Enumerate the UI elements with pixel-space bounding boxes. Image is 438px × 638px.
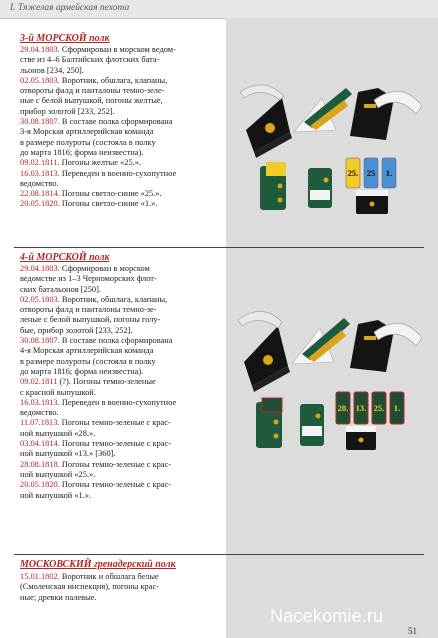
entry-date: 16.03.1813. [20, 397, 60, 407]
strap-number: 25. [373, 403, 385, 413]
history-entry [20, 76, 226, 117]
history-entry [20, 45, 226, 76]
shako-icon [238, 311, 290, 392]
history-entry [20, 169, 226, 190]
watermark: Nacekomie.ru [270, 606, 384, 626]
shoulder-strap-icon [336, 392, 350, 424]
entry-date: 02.05.1803. [20, 294, 60, 304]
entry-date: 29.04.1803. [20, 45, 60, 54]
strap-number: 25 [366, 168, 376, 178]
history-entry [20, 264, 226, 295]
page-header [0, 0, 438, 19]
strap-number: 1. [385, 168, 393, 178]
entry-text: Погоны светло-синие «1.». [59, 199, 158, 209]
history-entry [20, 189, 226, 199]
page-number: 51 [408, 626, 417, 636]
entry-date: 03.04.1814. [20, 439, 60, 449]
history-entry [20, 418, 226, 439]
history-entry [20, 480, 226, 501]
history-entry [20, 158, 226, 168]
section-text [20, 264, 226, 501]
grenadier-cap-icon [350, 320, 422, 372]
entry-text: Погоны темно-зеленые с крас- ной выпушкой «28.». [20, 418, 171, 438]
shako-icon [240, 85, 292, 158]
section-title: МОСКОВСКИЙ гренадерский полк [20, 559, 176, 570]
plumed-hat-icon [294, 88, 352, 132]
entry-date: 15.01.1802. [20, 572, 60, 581]
strap-number: 28. [337, 403, 349, 413]
uniform-illustration-4th-marine [226, 296, 438, 456]
history-entry [20, 336, 226, 377]
entry-text: В составе полка сформирована 4-я Морская артиллерийская команда в размере полуроты (состояла в полку до марта 1816; форма неизвестна). [20, 336, 173, 376]
entry-text: Воротник, обшлага, клапаны, отвороты фалд и панталоны темно-зе- леные с белой выпушкой, погоны голу- бые, прибор золотой [233, 252]. [20, 294, 168, 335]
section-title: 3-й МОРСКОЙ полк [20, 33, 110, 44]
entry-text: Сформирован в морском ведомстве из 1–3 Черноморских флот- ских батальонов [250]. [20, 264, 157, 294]
entry-text: (?). Погоны темно-зеленые с красной выпушкой. [20, 377, 156, 397]
shoulder-strap-icon [382, 158, 396, 188]
entry-text: Погоны темно-зеленые с крас- ной выпушкой «1.». [20, 480, 171, 500]
entry-text: Погоны светло-синие «25.». [59, 189, 162, 199]
shoulder-strap-icon [346, 158, 360, 188]
cartridge-pouch-icon [356, 190, 388, 214]
entry-date: 22.08.1814. [20, 189, 60, 199]
plumed-hat-icon [292, 318, 350, 364]
strap-number: 1. [393, 403, 401, 413]
shoulder-strap-icon [390, 392, 404, 424]
entry-date: 29.04.1803. [20, 264, 60, 273]
history-entry [20, 460, 226, 481]
history-entry [20, 117, 226, 158]
entry-text: Погоны темно-зеленые с крас- ной выпушкой «13.» [360]. [20, 439, 171, 459]
uniform-cuff-icon [308, 168, 332, 208]
section-divider [14, 554, 424, 555]
cartridge-pouch-icon [346, 426, 376, 450]
uniform-illustration-3rd-marine [226, 70, 438, 220]
history-entry [20, 377, 226, 398]
entry-text: В составе полка сформирована 3-я Морская артиллерийская команда в размере полуроты (состояла в полку до марта 1816; форма неизвестна). [20, 117, 173, 157]
history-entry [20, 572, 226, 603]
entry-date: 20.05.1820. [20, 480, 60, 490]
grenadier-cap-icon [350, 88, 422, 140]
strap-number: 25. [347, 168, 359, 178]
shoulder-strap-icon [364, 158, 378, 188]
uniform-collar-icon [260, 162, 286, 210]
entry-text: Воротник и обшлага белые (Смоленская инспекция), погоны крас- ные; древки палевые. [20, 572, 159, 602]
history-entry [20, 295, 226, 336]
entry-date: 16.03.1813. [20, 168, 60, 178]
shoulder-strap-icon [354, 392, 368, 424]
history-entry [20, 199, 226, 209]
history-entry [20, 439, 226, 460]
section-text [20, 572, 226, 603]
entry-date: 09.02.1811. [20, 158, 60, 168]
entry-date: 09.02.1811 [20, 377, 58, 387]
uniform-collar-icon [256, 398, 282, 448]
entry-date: 20.05.1820. [20, 199, 60, 209]
entry-text: Погоны темно-зеленые с крас- ной выпушкой «25.». [20, 459, 171, 479]
section-title: 4-й МОРСКОЙ полк [20, 252, 110, 263]
entry-text: Сформирован в морском ведом- стве из 4–6 Балтийских флотских бата- льонов [234, 250]. [20, 45, 176, 75]
shoulder-strap-icon [372, 392, 386, 424]
entry-date: 30.08.1807. [20, 117, 60, 127]
entry-date: 28.08.1818. [20, 459, 60, 469]
entry-text: Воротник, обшлага, клапаны, отвороты фалд и панталоны темно-зеле- ные с белой выпушкой, погоны желтые, прибор золотой [233, 252]. [20, 75, 168, 116]
uniform-cuff-icon [300, 404, 324, 446]
header-title: I. Тяжелая армейская пехота [10, 3, 130, 13]
section-text [20, 45, 226, 210]
entry-date: 30.08.1807. [20, 336, 60, 346]
history-entry [20, 398, 226, 419]
entry-date: 11.07.1813. [20, 418, 60, 428]
section-divider [14, 247, 424, 248]
entry-date: 02.05.1803. [20, 75, 60, 85]
strap-number: 13. [355, 403, 367, 413]
entry-text: Переведен в военно-сухопутное ведомство. [20, 397, 177, 418]
entry-text: Погоны желтые «25.». [59, 158, 142, 168]
entry-text: Переведен в военно-сухопутное ведомство. [20, 168, 177, 188]
